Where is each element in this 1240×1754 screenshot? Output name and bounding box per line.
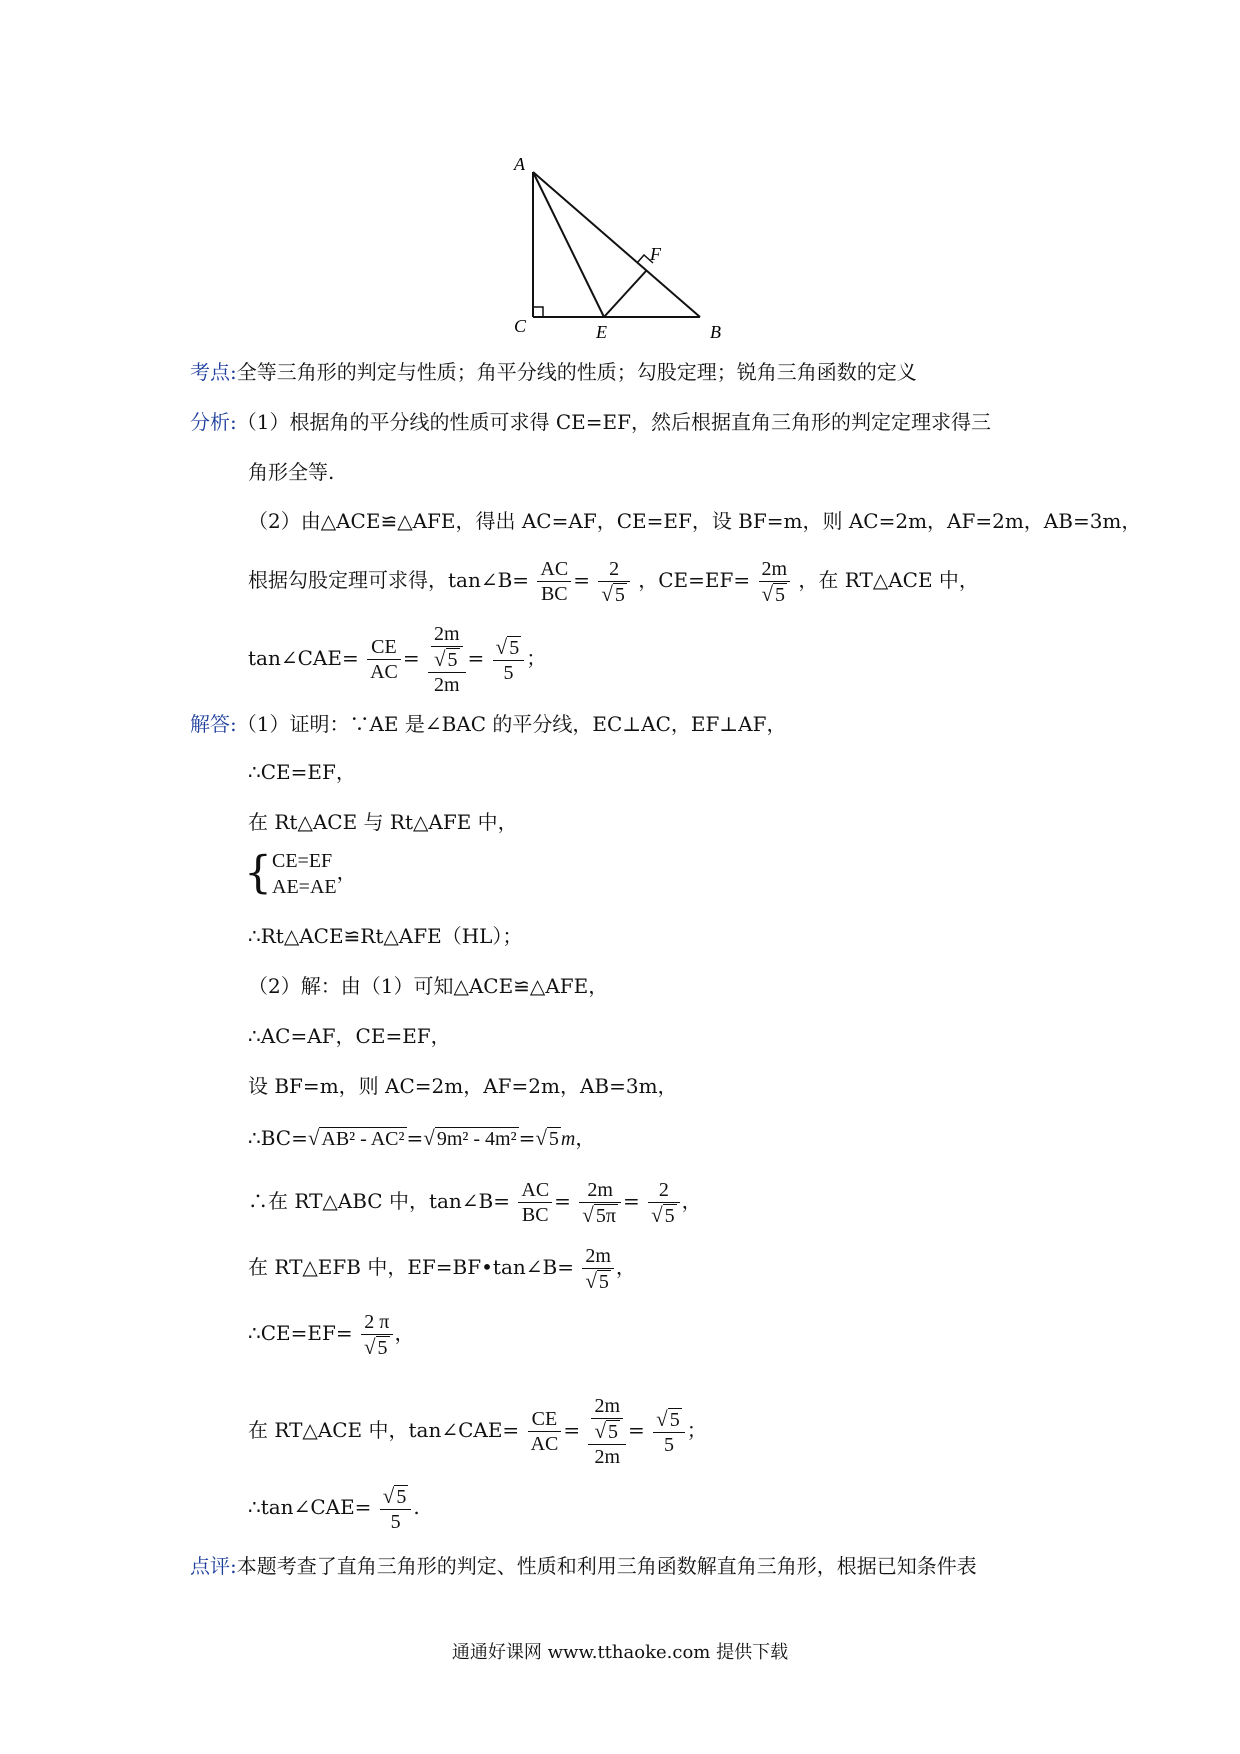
point-A-label: A	[514, 154, 525, 174]
dianping-text: 本题考查了直角三角形的判定、性质和利用三角函数解直角三角形，根据已知条件表	[236, 1554, 977, 1578]
fenxi-text-5a: tan∠CAE=	[248, 646, 359, 670]
fenxi-label: 分析:	[190, 410, 237, 434]
sqrt-5m: √ 5	[535, 1126, 559, 1150]
kaodian-line	[190, 358, 917, 386]
frac-ce-ac: $\frac{CE}{AC}$	[367, 635, 401, 684]
frac-complex: $\frac{\frac{2m}{√ 5}}{2m}$	[428, 622, 466, 697]
sqrt-ab-ac: √ AB² - AC²	[307, 1126, 405, 1150]
jieda-line-6: （2）解：由（1）可知△ACE≌△AFE，	[248, 974, 609, 998]
jieda-line-5: ∴Rt△ACE≌Rt△AFE（HL）；	[248, 924, 523, 948]
left-brace: {	[244, 847, 272, 899]
frac-2-sqrt5-2: $\frac{2}{√ 5}$	[648, 1178, 680, 1228]
frac-complex-2: $\frac{\frac{2m}{√ 5}}{2m}$	[588, 1394, 626, 1469]
frac-ce-ac-2: $\frac{CE}{AC}$	[528, 1407, 562, 1456]
point-F-label: F	[650, 244, 661, 264]
fenxi-text-4c: ，在 RT△ACE 中，	[798, 568, 979, 592]
point-E-label: E	[596, 322, 607, 342]
fenxi-text-4a: 根据勾股定理可求得，tan∠B=	[248, 568, 530, 592]
jieda-line-14: ∴tan∠CAE= $\frac{√ 5}{5}$ .	[248, 1483, 420, 1533]
frac-2-sqrt5: $\frac{2}{√ 5}$	[598, 557, 630, 607]
jieda-line-11: 在 RT△EFB 中，EF=BF•tan∠B= $\frac{2m}{√ 5}$ ，	[248, 1244, 636, 1293]
frac-2m-sqrt5: $\frac{2m}{√ 5}$	[759, 557, 791, 607]
dianping-label: 点评:	[190, 1554, 237, 1578]
frac-sqrt5-5-2: $\frac{√ 5}{5}$	[653, 1407, 685, 1457]
frac-2m-sqrt5pi: $\frac{2m}{√ 5\pi}$	[579, 1178, 621, 1228]
frac-2pi-sqrt5: $\frac{2 \pi}{√ 5}$	[361, 1310, 393, 1360]
fenxi-text-4b: ，CE=EF=	[638, 568, 751, 592]
kaodian-text: 全等三角形的判定与性质；角平分线的性质；勾股定理；锐角三角函数的定义	[236, 360, 917, 384]
point-C-label: C	[514, 316, 527, 336]
kaodian-label: 考点:	[190, 360, 237, 384]
frac-sqrt5-5-3: $\frac{√ 5}{5}$	[380, 1484, 412, 1534]
fenxi-line-2: 角形全等.	[248, 460, 335, 484]
fenxi-line-5: tan∠CAE= $\frac{CE}{AC}$ = $\frac{\frac{2m}{√ 5}}{2m}$ = $\frac{√ 5}{5}$ ；	[248, 623, 547, 696]
jieda-text-1: （1）证明：∵AE 是∠BAC 的平分线，EC⊥AC，EF⊥AF，	[236, 712, 787, 736]
jieda-line-12: ∴CE=EF= $\frac{2 \pi}{√ 5}$ ，	[248, 1310, 415, 1359]
fenxi-line-3: （2）由△ACE≌△AFE，得出 AC=AF，CE=EF，设 BF=m，则 AC=2m，AF=2m，AB=3m，	[248, 509, 1142, 533]
triangle-figure	[500, 150, 740, 350]
jieda-line-13: 在 RT△ACE 中，tan∠CAE= $\frac{CE}{AC}$ = $\frac{\frac{2m}{√ 5}}{2m}$ = $\frac{√ 5}{5}$ ；	[248, 1395, 707, 1468]
fenxi-line-1	[190, 408, 991, 436]
frac-sqrt5-5: $\frac{√ 5}{5}$	[493, 635, 525, 685]
jieda-line-2: ∴CE=EF，	[248, 760, 356, 784]
point-B-label: B	[710, 322, 721, 342]
fenxi-text-1: （1）根据角的平分线的性质可求得 CE=EF，然后根据直角三角形的判定定理求得三	[236, 410, 991, 434]
fenxi-line-4: 根据勾股定理可求得，tan∠B= $\frac{AC}{BC}$ = $\frac{2}{√ 5}$ ，CE=EF= $\frac{2m}{√ 5}$ ，在 RT△ACE 中，	[248, 557, 979, 606]
frac-ac-bc: $\frac{AC}{BC}$	[537, 557, 571, 606]
jieda-line-1	[190, 710, 787, 738]
jieda-line-7: ∴AC=AF，CE=EF，	[248, 1024, 451, 1048]
jieda-line-10: ∴在 RT△ABC 中，tan∠B= $\frac{AC}{BC}$ = $\frac{2m}{√ 5\pi}$ = $\frac{2}{√ 5}$ ，	[248, 1178, 702, 1227]
jieda-line-3: 在 Rt△ACE 与 Rt△AFE 中，	[248, 810, 518, 834]
frac-2m-sqrt5-3: $\frac{2m}{√ 5}$	[582, 1244, 614, 1294]
sqrt-9m-4m: √ 9m² - 4m²	[423, 1126, 517, 1150]
page-footer: 通通好课网 www.tthaoke.com 提供下载	[451, 1642, 789, 1663]
jieda-line-9: ∴BC=√ AB² - AC² =√ 9m² - 4m² =√ 5 m，	[248, 1118, 595, 1159]
jieda-label: 解答:	[190, 712, 237, 736]
frac-ac-bc-2: $\frac{AC}{BC}$	[518, 1178, 552, 1227]
jieda-brace-system: { CE=EF AE=AE ，	[244, 847, 357, 899]
jieda-line-8: 设 BF=m，则 AC=2m，AF=2m，AB=3m，	[248, 1074, 678, 1098]
dianping-line	[190, 1552, 977, 1580]
